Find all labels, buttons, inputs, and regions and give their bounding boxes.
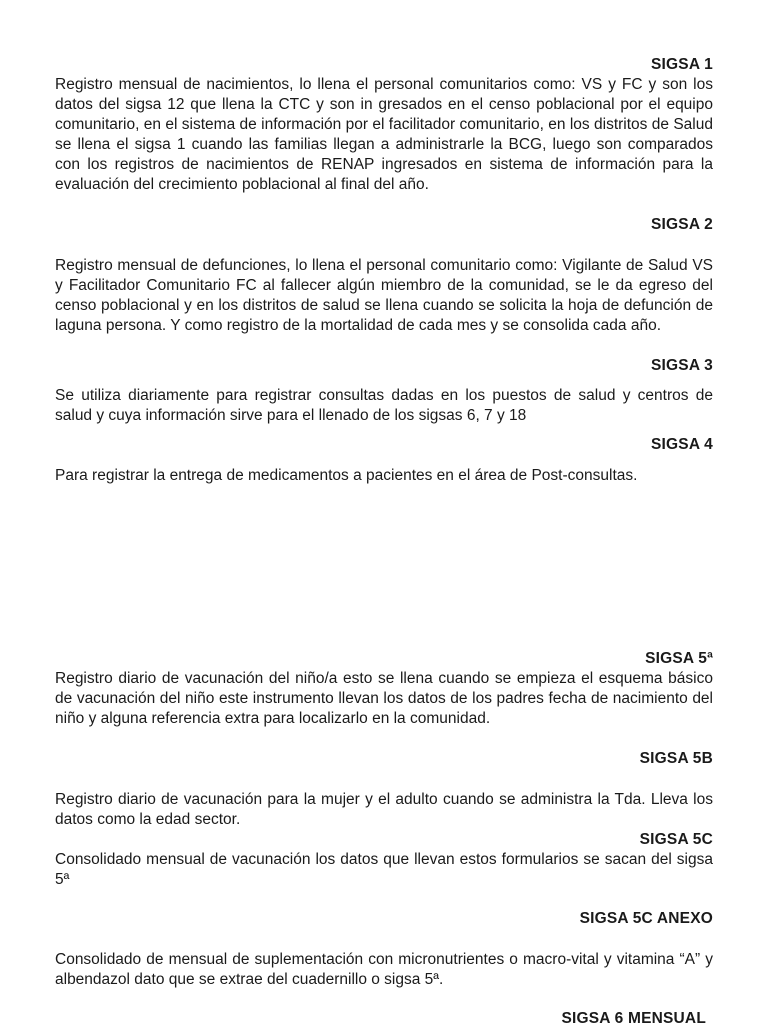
section-body: Registro diario de vacunación del niño/a esto se llena cuando se empieza el esquema básico de vacunación del niño este instrumento llevan los datos de los padres fecha de nacimiento del niño y alguna referencia extra para localizarlo en la comunidad. <box>55 670 713 727</box>
section-body: Para registrar la entrega de medicamentos a pacientes en el área de Post-consultas. <box>55 467 638 484</box>
section-sigsa-5c-anexo <box>55 909 713 929</box>
section-heading: SIGSA 6 MENSUAL <box>561 1010 706 1027</box>
section-body: Consolidado de mensual de suplementación con micronutrientes o macro-vital y vitamina “A” y albendazol dato que se extrae del cuadernillo o sigsa 5ª. <box>55 951 713 988</box>
section-sigsa-4-body <box>55 466 713 486</box>
section-body: Registro mensual de defunciones, lo llena el personal comunitario como: Vigilante de Salud VS y Facilitador Comunitario FC al fallecer algún miembro de la comunidad, se le da egreso del censo poblacional y en los distritos de salud se llena cuando se solicita la hoja de defunción de laguna persona. Y como registro de la mortalidad de cada mes y se consolida cada año. <box>55 257 713 334</box>
section-body: Registro mensual de nacimientos, lo llena el personal comunitarios como: VS y FC y son los datos del sigsa 12 que llena la CTC y son in gresados en el censo poblacional por el equipo comunitario, en el sistema de información por el facilitador comunitario, en los distritos de Salud se llena el sigsa 1 cuando las familias llegan a administrarle la BCG, luego son comparados con los registros de nacimientos de RENAP ingresados en sistema de información para la evaluación del crecimiento poblacional al final del año. <box>55 76 713 193</box>
section-sigsa-5c-anexo-body <box>55 950 713 990</box>
section-heading: SIGSA 5B <box>639 750 713 767</box>
section-sigsa-3 <box>55 356 713 376</box>
section-heading: SIGSA 5ª <box>645 650 713 667</box>
section-heading: SIGSA 5C ANEXO <box>579 910 713 927</box>
section-sigsa-3-body <box>55 386 713 426</box>
section-sigsa-4 <box>55 435 713 455</box>
section-sigsa-5a <box>55 649 713 729</box>
section-sigsa-2-body <box>55 256 713 336</box>
section-body: Consolidado mensual de vacunación los datos que llevan estos formularios se sacan del sigsa 5ª <box>55 851 713 888</box>
section-heading: SIGSA 5C <box>639 831 713 848</box>
section-sigsa-1 <box>55 55 713 195</box>
section-heading: SIGSA 2 <box>651 216 713 233</box>
section-heading: SIGSA 4 <box>651 436 713 453</box>
document-page <box>55 0 713 1027</box>
section-sigsa-6-mensual <box>55 1009 706 1029</box>
section-sigsa-2 <box>55 215 713 235</box>
section-body: Registro diario de vacunación para la mujer y el adulto cuando se administra la Tda. Lleva los datos como la edad sector. <box>55 791 713 828</box>
section-body: Se utiliza diariamente para registrar consultas dadas en los puestos de salud y centros de salud y cuya información sirve para el llenado de los sigsas 6, 7 y 18 <box>55 387 713 424</box>
section-sigsa-5c <box>55 830 713 890</box>
section-sigsa-5b-body <box>55 790 713 830</box>
section-heading: SIGSA 3 <box>651 357 713 374</box>
section-sigsa-5b <box>55 749 713 769</box>
section-heading: SIGSA 1 <box>651 56 713 73</box>
